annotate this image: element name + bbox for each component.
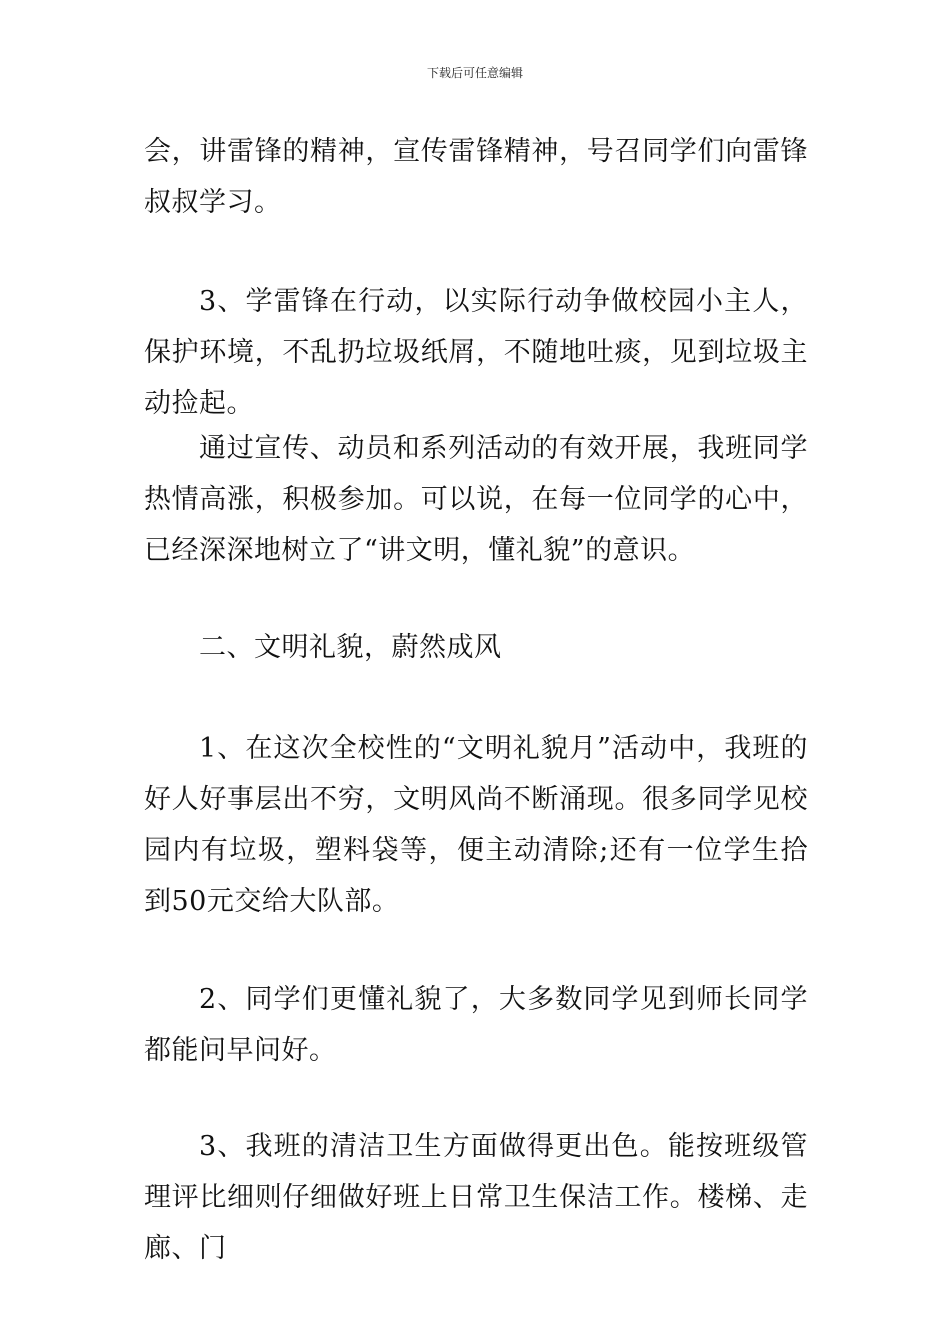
section-heading-2: 二、文明礼貌，蔚然成风 [199, 632, 502, 663]
paragraph-item-3-cleaning: 3、我班的清洁卫生方面做得更出色。能按班级管理评比细则仔细做好班上日常卫生保洁工作。楼梯、走廊、门 [144, 1131, 808, 1264]
page-header: 下载后可任意编辑 [426, 66, 523, 80]
paragraph-item-1-good-deeds: 1、在这次全校性的“文明礼貌月”活动中，我班的好人好事层出不穷，文明风尚不断涌现。很多同学见校园内有垃圾，塑料袋等，便主动清除;还有一位学生拾到50元交给大队部。 [144, 733, 808, 917]
paragraph-summary: 通过宣传、动员和系列活动的有效开展，我班同学热情高涨，积极参加。可以说，在每一位同学的心中，已经深深地树立了“讲文明，懂礼貌”的意识。 [144, 433, 808, 566]
paragraph-item-2-politeness: 2、同学们更懂礼貌了，大多数同学见到师长同学都能问早问好。 [144, 984, 808, 1066]
paragraph-item-3-action: 3、学雷锋在行动，以实际行动争做校园小主人，保护环境，不乱扔垃圾纸屑，不随地吐痰，见到垃圾主动捡起。 [144, 286, 808, 419]
paragraph-lei-feng-continuation: 会，讲雷锋的精神，宣传雷锋精神，号召同学们向雷锋叔叔学习。 [144, 136, 808, 218]
